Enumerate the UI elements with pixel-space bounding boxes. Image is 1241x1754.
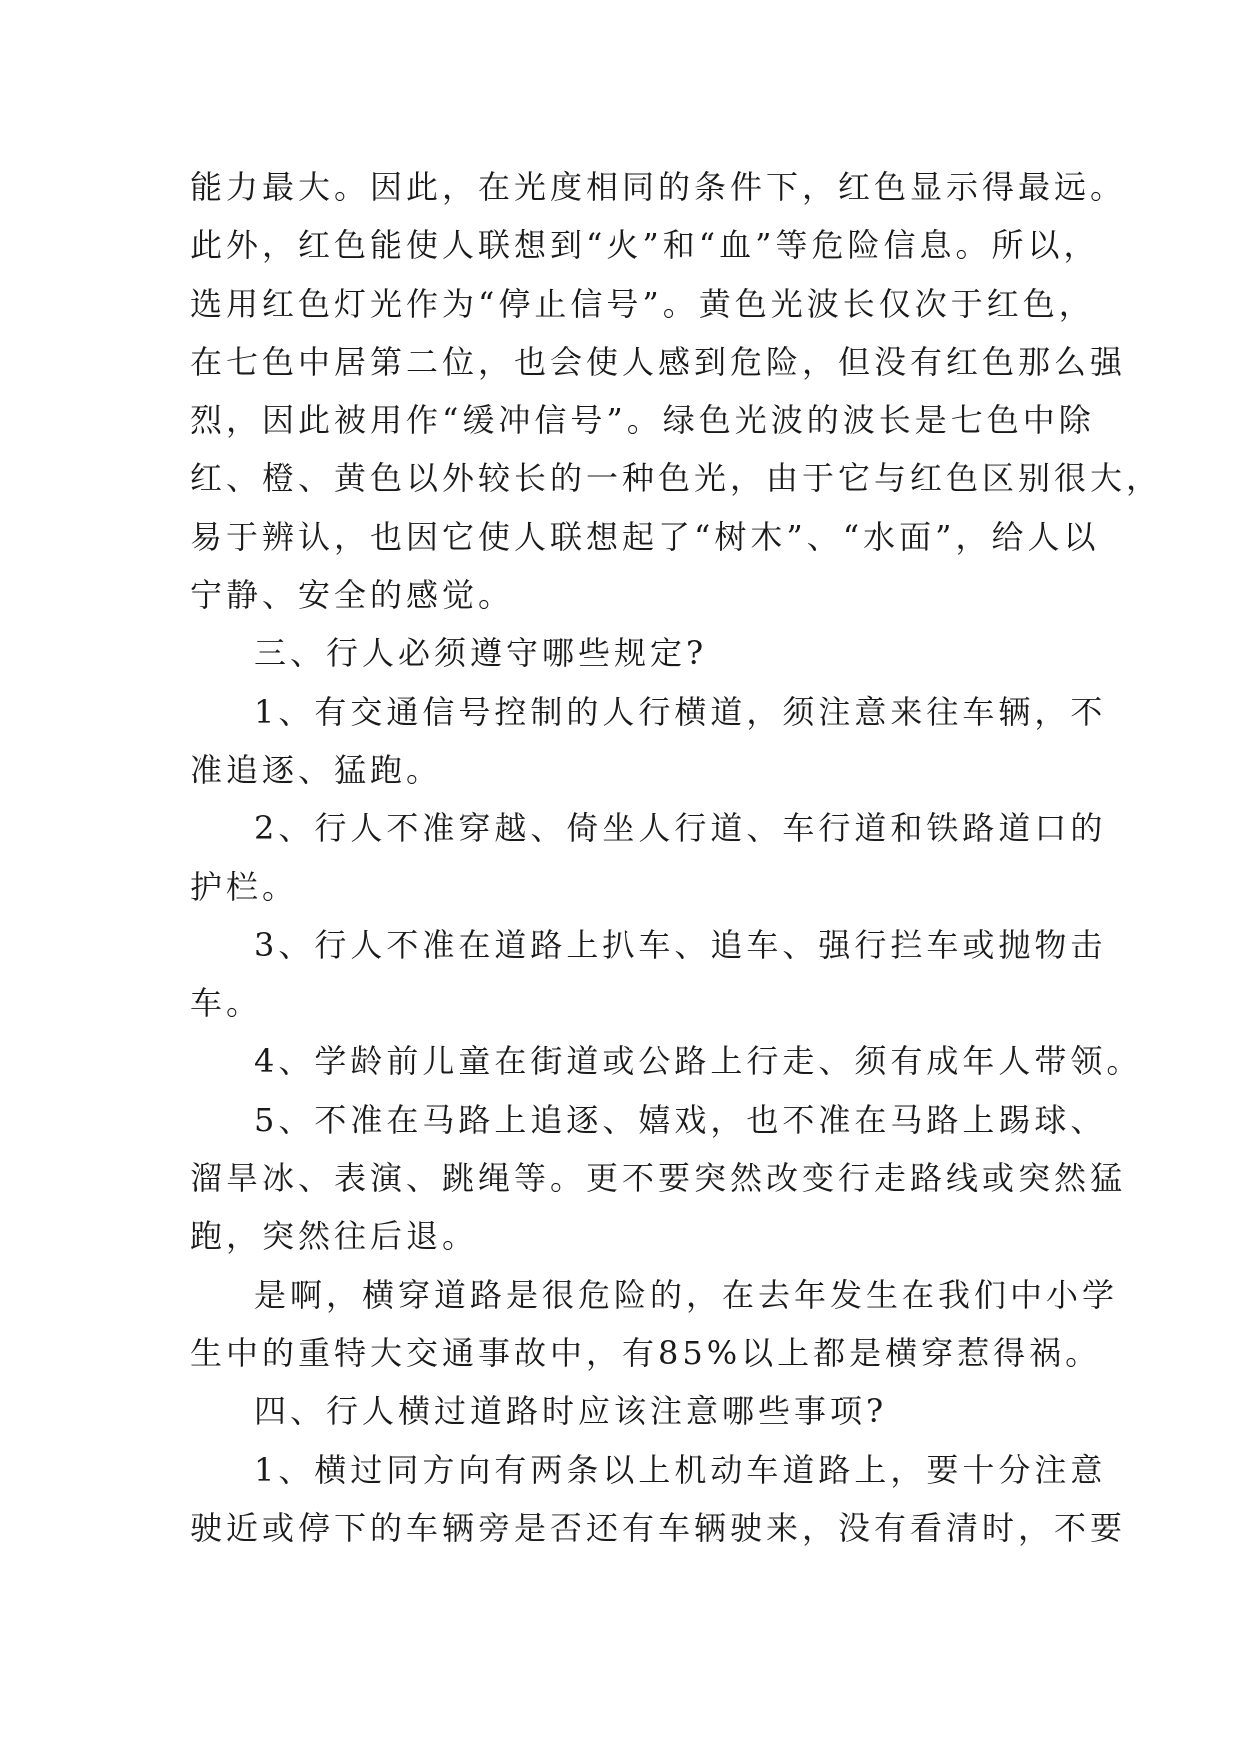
text-line: 能力最大。因此，在光度相同的条件下，红色显示得最远。	[190, 168, 1127, 206]
text-line: 1、横过同方向有两条以上机动车道路上，要十分注意	[254, 1450, 1107, 1489]
text-line: 选用红色灯光作为“停止信号”。黄色光波长仅次于红色，	[190, 284, 1095, 323]
text-line: 是啊，横穿道路是很危险的，在去年发生在我们中小学	[254, 1275, 1119, 1314]
text-line: 车。	[190, 984, 263, 1023]
text-line: 1、有交通信号控制的人行横道，须注意来往车辆，不	[254, 692, 1107, 731]
text-line: 护栏。	[190, 867, 299, 906]
section-heading: 四、行人横过道路时应该注意哪些事项?	[254, 1392, 888, 1431]
text-line: 3、行人不准在道路上扒车、追车、强行拦车或抛物击	[254, 925, 1107, 964]
text-line: 驶近或停下的车辆旁是否还有车辆驶来，没有看清时，不要	[190, 1508, 1127, 1547]
text-line: 此外，红色能使人联想到“火”和“血”等危险信息。所以，	[190, 226, 1100, 265]
text-line: 宁静、安全的感觉。	[190, 576, 515, 615]
text-line: 准追逐、猛跑。	[190, 750, 443, 789]
text-line: 烈，因此被用作“缓冲信号”。绿色光波的波长是七色中除	[190, 401, 1095, 440]
section-heading: 三、行人必须遵守哪些规定?	[254, 634, 708, 673]
text-line: 红、橙、黄色以外较长的一种色光，由于它与红色区别很大，	[190, 459, 1163, 498]
text-line: 5、不准在马路上追逐、嬉戏，也不准在马路上踢球、	[254, 1100, 1107, 1139]
text-line: 在七色中居第二位，也会使人感到危险，但没有红色那么强	[190, 342, 1127, 381]
text-line: 易于辨认，也因它使人联想起了“树木”、“水面”，给人以	[190, 517, 1100, 556]
text-line: 4、学龄前儿童在街道或公路上行走、须有成年人带领。	[254, 1042, 1143, 1081]
text-line: 溜旱冰、表演、跳绳等。更不要突然改变行走路线或突然猛	[190, 1159, 1127, 1198]
text-line: 2、行人不准穿越、倚坐人行道、车行道和铁路道口的	[254, 809, 1107, 848]
document-body	[190, 158, 1163, 1557]
text-line: 跑，突然往后退。	[190, 1217, 479, 1256]
text-line: 生中的重特大交通事故中，有85%以上都是横穿惹得祸。	[190, 1333, 1102, 1372]
